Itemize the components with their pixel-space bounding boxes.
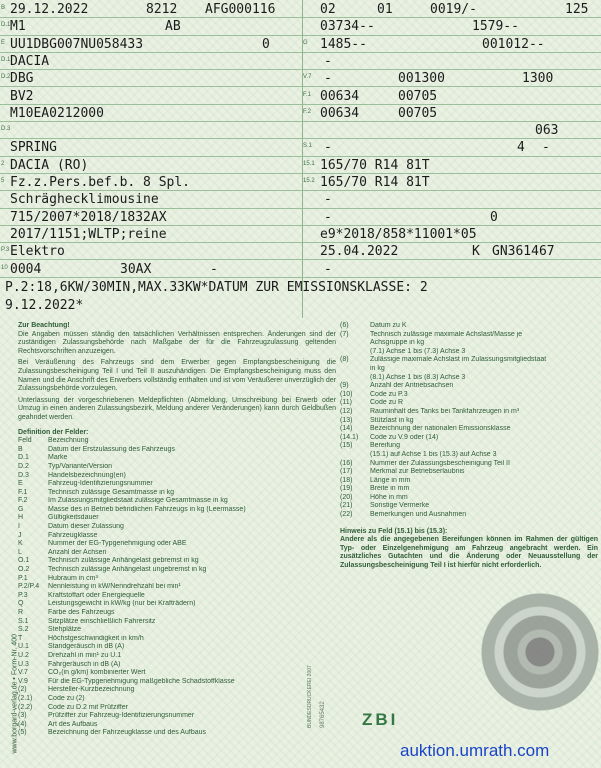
field-value: 0019/- [430, 2, 477, 17]
zbi-mark: ZBI [362, 710, 399, 729]
definition-row [18, 480, 336, 489]
definition-field: (22) [340, 511, 353, 519]
definitions-list-continued [340, 322, 598, 520]
remarks-line-1: P.2:18,6KW/30MIN,MAX.33KW*DATUM ZUR EMISSIONSKLASSE: 2 [5, 280, 428, 295]
definition-row [18, 549, 336, 558]
definition-text: Farbe des Fahrzeugs [48, 609, 115, 616]
field-code: V.7 [303, 74, 312, 81]
field-row [0, 242, 302, 260]
definition-row [18, 678, 336, 687]
definition-text: Höchstgeschwindigkeit in km/h [48, 634, 144, 642]
definition-field: O.1 [18, 557, 30, 565]
definition-field: S.2 [18, 626, 29, 634]
definition-field: (15) [340, 442, 353, 450]
definition-row [340, 339, 598, 348]
field-value: 125 [565, 2, 589, 17]
field-value: 00634 [320, 88, 360, 104]
definition-field: H [18, 514, 24, 522]
field-row [0, 173, 302, 191]
field-row [0, 190, 302, 208]
field-row [0, 225, 302, 243]
field-value: 4 [517, 140, 525, 156]
definition-field: L [18, 548, 22, 556]
serial-number: 98765432 [320, 701, 326, 728]
definition-row [340, 460, 598, 469]
definition-text: Im Zulassungsmitgliedstaat zulässige Gesamtmasse in kg [48, 497, 228, 505]
field-value: - [324, 209, 332, 225]
field-code: D.2 [1, 74, 11, 81]
definition-field: (5) [18, 729, 27, 737]
definition-row [18, 472, 336, 481]
definition-field: (14.1) [340, 433, 359, 441]
field-code: 15.2 [303, 178, 315, 184]
definition-row [340, 399, 598, 408]
security-seal-icon [480, 592, 600, 712]
definition-text: Fahrzeug-Identifizierungsnummer [48, 480, 153, 488]
definition-text: Datum dieser Zulassung [48, 523, 124, 531]
definition-text: Anzahl der Achsen [48, 548, 107, 556]
definition-row [340, 365, 598, 374]
field-value: GN361467 [492, 244, 555, 260]
field-value: - [324, 140, 332, 156]
field-value: 063 [535, 123, 559, 139]
hint-heading: Hinweis zu Feld (15.1) bis (15.3): [340, 527, 448, 535]
definition-row [18, 686, 336, 695]
definition-text: Code zu (2) [48, 694, 85, 702]
field-row [0, 17, 302, 35]
definition-row [18, 497, 336, 506]
definition-text: Technisch zulässige Anhängelast gebremst in kg [48, 557, 199, 565]
field-row [302, 260, 601, 278]
definition-row [18, 635, 336, 644]
definition-text: CO₂(in g/km) kombinierter Wert [48, 669, 146, 677]
field-value: K [472, 244, 480, 260]
field-value: - [210, 261, 218, 277]
definition-text: Nummer der EG-Typgenehmigung oder ABE [48, 540, 187, 548]
definition-field: D.3 [18, 471, 29, 479]
definition-field: P.3 [18, 591, 28, 599]
definition-text: Bezeichnung der Fahrzeugklasse und des Aufbaus [48, 729, 206, 737]
field-row [302, 0, 601, 18]
field-row [0, 52, 302, 70]
definition-text: Für die EG-Typgenehmigung maßgebliche Schadstoffklasse [48, 677, 235, 685]
definition-row [340, 348, 598, 357]
field-row [302, 69, 601, 87]
field-row [302, 87, 601, 105]
field-value: 00705 [398, 105, 438, 121]
definition-row [18, 712, 336, 721]
remarks-field [0, 277, 601, 320]
definition-row [18, 618, 336, 627]
definition-row [18, 729, 336, 738]
field-row [302, 138, 601, 156]
field-value: 03734-- [320, 19, 375, 35]
field-value: 1485-- [320, 36, 367, 52]
remarks-line-2: 9.12.2022* [5, 298, 84, 313]
field-row [302, 173, 601, 191]
field-code: P.3 [1, 247, 10, 254]
definition-field: U.3 [18, 660, 29, 668]
definition-row [18, 652, 336, 661]
definition-row [340, 451, 598, 460]
definition-field: (6) [340, 322, 349, 329]
field-value: - [542, 140, 550, 156]
definition-text: Sitzplätze einschließlich Fahrersitz [48, 617, 156, 625]
field-value: 01 [377, 2, 393, 17]
definition-text: Merkmal zur Betriebserlaubnis [370, 468, 465, 476]
definition-text: Höhe in mm [370, 493, 408, 501]
definition-row [18, 583, 336, 592]
field-row [0, 208, 302, 226]
field-code: 2 [1, 160, 5, 167]
definition-text: Typ/Variante/Version [48, 462, 113, 470]
definition-row [18, 506, 336, 515]
definition-field: (8) [340, 356, 349, 364]
definition-text: Achsgruppe in kg [370, 339, 425, 347]
field-value: e9*2018/858*11001*05 [320, 226, 477, 242]
definition-row [340, 408, 598, 417]
field-value: Fz.z.Pers.bef.b. 8 Spl. [10, 175, 191, 190]
definition-row [18, 532, 336, 541]
field-row [302, 104, 601, 122]
definition-text: Technisch zulässige Gesamtmasse in kg [48, 488, 175, 496]
field-code: F.1 [303, 91, 312, 98]
definition-text: Technisch zulässige Anhängelast ungebremst in kg [48, 566, 207, 574]
definition-field: U.2 [18, 651, 29, 659]
definition-field: (17) [340, 468, 353, 476]
field-row [0, 0, 302, 18]
field-code: 15.1 [303, 160, 315, 167]
hint-text: Andere als die angegebenen Bereifungen können im Rahmen der gültigen Typ- oder Einzelgenehmigung am Fahrzeug angebracht werden. Ein zusätzliches Gutachten und die Änderung oder Neuausstellung der Zulassungsbescheinigung Teil I ist hierfür nicht erforderlich. [340, 536, 598, 570]
definition-text: Hersteller-Kurzbezeichnung [48, 686, 135, 694]
definition-field: (18) [340, 476, 353, 484]
definition-row [18, 669, 336, 678]
definition-row [340, 494, 598, 503]
definition-text: in kg [370, 364, 385, 372]
definition-text: Hubraum in cm³ [48, 574, 98, 582]
field-code: D.3 [1, 126, 11, 133]
definition-field: (20) [340, 493, 353, 501]
field-value: 02 [320, 2, 336, 17]
definition-field: (12) [340, 407, 353, 415]
definition-text: Technisch zulässige maximale Achslast/Masse je [370, 330, 523, 338]
definition-text: (15.1) auf Achse 1 bis (15.3) auf Achse 3 [370, 450, 497, 458]
definition-text: Nennleistung in kW/Nenndrehzahl bei min¹ [48, 583, 181, 591]
definition-row [18, 600, 336, 609]
legend-left-column [18, 322, 336, 738]
field-row [302, 156, 601, 174]
definition-row [340, 331, 598, 340]
field-value: M1 [10, 19, 26, 35]
field-row [0, 69, 302, 87]
column-divider [302, 0, 303, 318]
definition-row [18, 463, 336, 472]
definition-row [340, 322, 598, 331]
field-value: DACIA [10, 53, 50, 69]
field-code: D.1 [1, 56, 11, 63]
definition-text: Datum der Erstzulassung des Fahrzeugs [48, 445, 175, 453]
field-value: 0004 [10, 261, 42, 277]
field-row [302, 242, 601, 260]
definition-field: B [18, 445, 23, 453]
field-value: 2017/1151;WLTP;reine [10, 226, 167, 242]
definition-text: Code zu V.9 oder (14) [370, 433, 439, 441]
field-value: 30AX [120, 261, 152, 277]
field-value: - [324, 53, 332, 69]
field-value: 00705 [398, 88, 438, 104]
field-row [302, 225, 601, 243]
definition-row [340, 468, 598, 477]
field-value: M10EA0212000 [10, 105, 104, 121]
definition-text: Kraftstoffart oder Energiequelle [48, 591, 145, 599]
definition-row [340, 442, 598, 451]
definition-field: (3) [18, 712, 27, 720]
definition-text: Breite in mm [370, 485, 410, 493]
definition-text: Bereifung [370, 442, 400, 450]
definitions-header-row [18, 437, 336, 446]
definition-field [340, 339, 370, 348]
definition-field: O.2 [18, 566, 30, 574]
definition-row [18, 540, 336, 549]
definition-field: Q [18, 600, 24, 608]
field-code: E [1, 39, 6, 46]
definition-field: V.9 [18, 677, 28, 685]
field-value: DACIA (RO) [10, 157, 89, 173]
definition-row [18, 446, 336, 455]
definition-row [18, 575, 336, 584]
field-value: Elektro [10, 244, 65, 260]
field-row [0, 121, 302, 139]
definition-row [18, 454, 336, 463]
field-row [302, 17, 601, 35]
field-value: 29.12.2022 [10, 2, 89, 17]
watermark-link[interactable]: auktion.umrath.com [400, 741, 550, 760]
definition-field: D.1 [18, 454, 29, 462]
field-value: 165/70 R14 81T [320, 157, 430, 173]
field-value: 0 [490, 209, 498, 225]
definition-field: I [18, 523, 20, 531]
field-row [0, 156, 302, 174]
definition-row [18, 695, 336, 704]
definition-row [18, 489, 336, 498]
definition-field: (21) [340, 502, 353, 510]
definition-text: Drehzahl in min¹ zu U.1 [48, 651, 122, 659]
field-value: - [324, 261, 332, 277]
definition-row [340, 417, 598, 426]
definition-row [340, 502, 598, 511]
definition-field [340, 348, 370, 357]
field-row [0, 138, 302, 156]
field-row [302, 121, 601, 139]
field-value: Schräghecklimousine [10, 192, 159, 208]
field-row [302, 208, 601, 226]
definition-row [340, 477, 598, 486]
field-row [302, 190, 601, 208]
printer-imprint [303, 600, 313, 740]
field-value: AB [165, 19, 181, 35]
field-value: 1300 [522, 71, 554, 87]
definition-text: Gültigkeitsdauer [48, 514, 99, 522]
field-code: G [303, 39, 308, 46]
definition-field: (4) [18, 720, 27, 728]
definition-field: (11) [340, 399, 352, 407]
definition-field: K [18, 540, 23, 548]
field-code: F.2 [303, 108, 312, 115]
field-value: 0 [262, 36, 270, 52]
field-row [0, 35, 302, 53]
printer-text: BUNDESDRUCKEREI 2007 [307, 665, 313, 728]
notice-paragraph: Bei Veräußerung des Fahrzeugs sind dem Erwerber gegen Empfangsbescheinigung die Zulassungsbescheinigung Teil I und Teil II auszuhändigen. Die Empfangsbescheinigung muss den Namen und die Anschrift des Erwerbers vollständig enthalten und ist vom Veräußerer unverzüglich der Zulassungsbehörde vorzulegen. [18, 359, 336, 393]
field-code: 10 [1, 264, 8, 271]
definition-field [340, 374, 370, 383]
definition-field: T [18, 634, 23, 642]
definition-row [340, 434, 598, 443]
definition-field [340, 451, 370, 460]
definition-text: Code zu R [370, 399, 404, 407]
publisher-imprint [3, 580, 19, 765]
field-value: 25.04.2022 [320, 244, 399, 260]
definition-row [18, 721, 336, 730]
definition-field: (2.1) [18, 694, 33, 702]
definition-field: D.2 [18, 462, 29, 470]
field-value: UU1DBG007NU058433 [10, 36, 144, 52]
field-value: - [324, 192, 332, 208]
definition-row [18, 609, 336, 618]
field-value: 165/70 R14 81T [320, 175, 430, 190]
definition-text: Handelsbezeichnung(en) [48, 471, 126, 479]
definition-row [18, 592, 336, 601]
field-column-header: Feld [18, 437, 32, 445]
definition-text: Länge in mm [370, 476, 411, 484]
field-value: 8212 [146, 2, 178, 17]
definition-field: F.2 [18, 497, 28, 505]
definition-row [18, 557, 336, 566]
definition-field: (9) [340, 382, 349, 390]
field-code: 5 [1, 178, 5, 184]
definition-row [340, 485, 598, 494]
field-row [0, 87, 302, 105]
definition-row [340, 382, 598, 391]
definition-row [340, 511, 598, 520]
definition-text: Standgeräusch in dB (A) [48, 643, 125, 651]
field-value: AFG000116 [205, 2, 276, 17]
definition-row [340, 374, 598, 383]
description-column-header: Bezeichnung [48, 437, 89, 445]
definition-text: (8.1) Achse 1 bis (8.3) Achse 3 [370, 373, 466, 381]
definition-text: Zulässige maximale Achslast im Zulassungsmitgliedstaat [370, 356, 547, 364]
definition-text: Datum zu K [370, 322, 407, 329]
definition-text: Nummer der Zulassungsbescheinigung Teil II [370, 459, 510, 467]
definition-text: Fahrzeugklasse [48, 531, 98, 539]
definition-field: (13) [340, 416, 353, 424]
notice-paragraph: Die Angaben müssen ständig den tatsächlichen Verhältnissen entsprechen. Änderungen sind der zuständigen Zulassungsbehörde nach Maßgabe der für die Fahrzeugzulassung geltenden Rechtsvorschriften anzuzeigen. [18, 330, 336, 355]
field-code: B [1, 5, 6, 11]
legend-right-column [340, 322, 598, 574]
field-value: DBG [10, 71, 34, 87]
definition-field: P.2/P.4 [18, 583, 40, 591]
definition-text: Art des Aufbaus [48, 720, 98, 728]
field-value: SPRING [10, 140, 57, 156]
definition-text: Stützlast in kg [370, 416, 414, 424]
notice-heading: Zur Beachtung! [18, 322, 70, 329]
definition-field: (19) [340, 485, 353, 493]
field-value: 001300 [398, 71, 445, 87]
definition-text: Marke [48, 454, 68, 462]
publisher-text: www.borgard-verlag.de • Form-Nr. 400 [11, 633, 19, 754]
definition-field: V.7 [18, 669, 28, 677]
definition-field: E [18, 480, 23, 488]
definition-row [18, 661, 336, 670]
definition-text: Bemerkungen und Ausnahmen [370, 511, 467, 519]
field-row [0, 104, 302, 122]
definition-field: (2) [18, 686, 27, 694]
definition-row [340, 356, 598, 365]
definition-text: Code zu D.2 mit Prüfziffer [48, 703, 129, 711]
definition-field: G [18, 505, 24, 513]
definition-text: Bezeichnung der nationalen Emissionsklasse [370, 425, 511, 433]
definition-text: (7.1) Achse 1 bis (7.3) Achse 3 [370, 347, 466, 355]
definition-field: S.1 [18, 617, 29, 625]
definition-field [340, 365, 370, 374]
definitions-list [18, 446, 336, 738]
definition-field: (14) [340, 425, 353, 433]
definition-row [340, 391, 598, 400]
field-value: 00634 [320, 105, 360, 121]
field-value: 001012-- [482, 36, 545, 52]
definition-field: U.1 [18, 643, 29, 651]
definition-row [18, 566, 336, 575]
definition-text: Anzahl der Antriebsachsen [370, 382, 454, 390]
definition-text: Rauminhalt des Tanks bei Tankfahrzeugen in m³ [370, 407, 520, 415]
field-row [302, 52, 601, 70]
field-value: 1579-- [472, 19, 519, 35]
field-code: S.1 [303, 143, 313, 150]
field-row [302, 35, 601, 53]
definition-row [18, 514, 336, 523]
definition-field: (2.2) [18, 703, 33, 711]
definition-field: J [18, 531, 22, 539]
definition-text: Prüfziffer zur Fahrzeug-Identifizierungsnummer [48, 712, 195, 720]
definitions-heading: Definition der Felder: [18, 428, 89, 436]
definition-field: P.1 [18, 574, 28, 582]
notice-paragraph: Unterlassung der vorgeschriebenen Meldepflichten (Abmeldung, Umschreibung bei Erwerb oder Umzug in einen anderen Zulassungsbezirk, Meldung anderer Veränderungen) kann durch Geldbußen geahndet werden. [18, 396, 336, 421]
definition-text: Masse des in Betrieb befindlichen Fahrzeugs in kg (Leermasse) [48, 505, 246, 513]
definition-row [18, 704, 336, 713]
definition-text: Code zu P.3 [370, 390, 408, 398]
definition-row [340, 425, 598, 434]
field-row [0, 260, 302, 278]
field-value: 715/2007*2018/1832AX [10, 209, 167, 225]
definition-row [18, 643, 336, 652]
definition-row [18, 523, 336, 532]
definition-field: (10) [340, 390, 353, 398]
field-code: D.1 [1, 22, 11, 29]
definition-field: (16) [340, 459, 353, 467]
definition-field: R [18, 609, 24, 616]
definition-row [18, 626, 336, 635]
definition-text: Leistungsgewicht in kW/kg (nur bei Krafträdern) [48, 600, 196, 608]
field-value: - [324, 71, 332, 87]
definition-text: Stehplätze [48, 626, 82, 634]
definition-field: F.1 [18, 488, 28, 496]
vehicle-data-form [0, 0, 601, 318]
definition-field: (7) [340, 330, 349, 338]
definition-text: Fahrgeräusch in dB (A) [48, 660, 121, 668]
field-value: BV2 [10, 88, 34, 104]
definition-text: Sonstige Vermerke [370, 502, 430, 510]
